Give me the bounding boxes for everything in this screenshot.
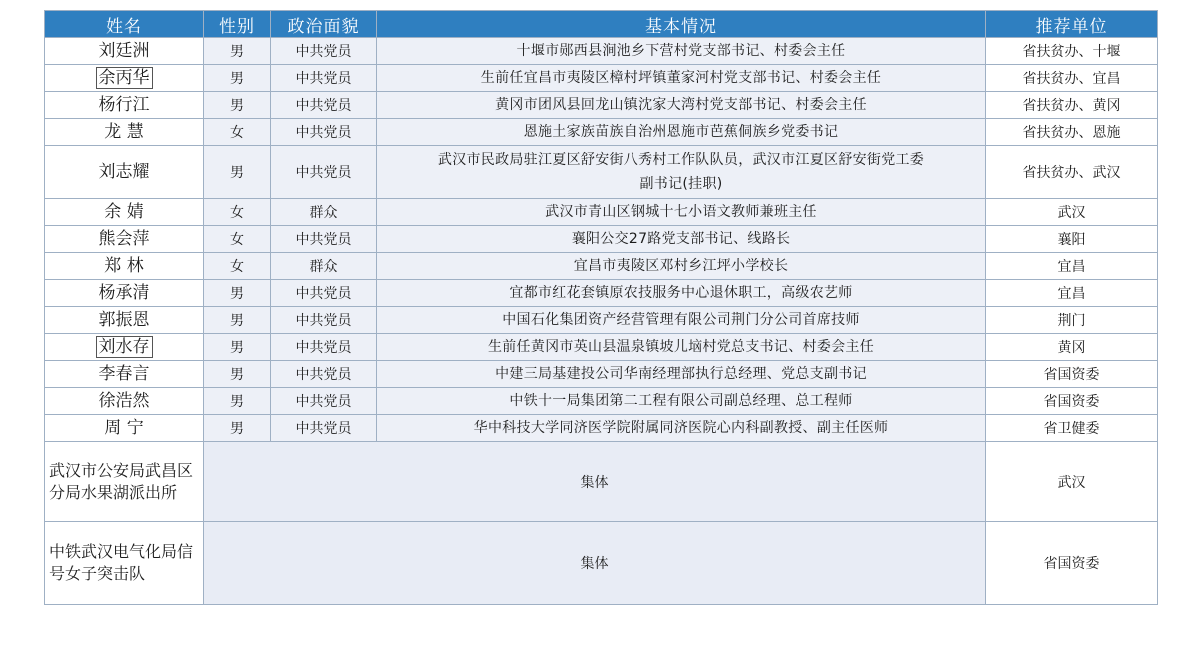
cell-gender: 男 [204,92,271,119]
cell-unit: 省扶贫办、十堰 [986,38,1158,65]
cell-gender: 男 [204,415,271,442]
cell-name: 郑 林 [45,253,204,280]
cell-party: 中共党员 [271,38,377,65]
cell-desc: 宜昌市夷陵区邓村乡江坪小学校长 [377,253,986,280]
cell-party: 中共党员 [271,119,377,146]
cell-name [45,65,204,92]
cell-party: 中共党员 [271,280,377,307]
cell-name: 徐浩然 [45,388,204,415]
cell-party: 中共党员 [271,65,377,92]
header-desc: 基本情况 [377,11,986,38]
table-row [45,199,1158,226]
cell-unit: 省国资委 [986,388,1158,415]
cell-gender: 男 [204,280,271,307]
cell-gender: 男 [204,307,271,334]
cell-gender: 男 [204,38,271,65]
cell-name: 熊会萍 [45,226,204,253]
cell-name: 杨承清 [45,280,204,307]
cell-collective-name: 中铁武汉电气化局信号女子突击队 [45,522,204,605]
table-row [45,119,1158,146]
cell-gender: 女 [204,226,271,253]
cell-unit: 荆门 [986,307,1158,334]
cell-desc: 生前任黄冈市英山县温泉镇坡儿垴村党总支书记、村委会主任 [377,334,986,361]
boxed-name: 刘水存 [96,336,153,358]
cell-gender: 男 [204,65,271,92]
collective-row [45,442,1158,522]
table-row [45,146,1158,199]
cell-desc: 恩施土家族苗族自治州恩施市芭蕉侗族乡党委书记 [377,119,986,146]
header-unit: 推荐单位 [986,11,1158,38]
cell-party: 中共党员 [271,361,377,388]
cell-unit: 省卫健委 [986,415,1158,442]
table-row [45,388,1158,415]
cell-party: 群众 [271,253,377,280]
cell-party: 中共党员 [271,92,377,119]
cell-gender: 女 [204,199,271,226]
table-header-row [45,11,1158,38]
table-row [45,65,1158,92]
cell-desc: 武汉市青山区钢城十七小语文教师兼班主任 [377,199,986,226]
cell-gender: 女 [204,119,271,146]
cell-name: 刘廷洲 [45,38,204,65]
header-party: 政治面貌 [271,11,377,38]
table-row [45,334,1158,361]
boxed-name: 余丙华 [96,67,153,89]
cell-party: 中共党员 [271,226,377,253]
cell-desc: 中国石化集团资产经营管理有限公司荆门分公司首席技师 [377,307,986,334]
cell-desc: 华中科技大学同济医学院附属同济医院心内科副教授、副主任医师 [377,415,986,442]
cell-party: 中共党员 [271,307,377,334]
table-row [45,361,1158,388]
table-row [45,280,1158,307]
cell-unit: 襄阳 [986,226,1158,253]
cell-party: 中共党员 [271,415,377,442]
cell-gender: 男 [204,361,271,388]
cell-name [45,334,204,361]
cell-unit: 省扶贫办、黄冈 [986,92,1158,119]
cell-collective-desc: 集体 [204,442,986,522]
cell-name: 刘志耀 [45,146,204,199]
cell-desc: 十堰市郧西县涧池乡下营村党支部书记、村委会主任 [377,38,986,65]
cell-unit: 省扶贫办、恩施 [986,119,1158,146]
cell-desc: 宜都市红花套镇原农技服务中心退休职工，高级农艺师 [377,280,986,307]
cell-name: 杨行江 [45,92,204,119]
cell-desc: 中铁十一局集团第二工程有限公司副总经理、总工程师 [377,388,986,415]
cell-party: 中共党员 [271,334,377,361]
cell-unit: 宜昌 [986,280,1158,307]
cell-desc: 黄冈市团风县回龙山镇沈家大湾村党支部书记、村委会主任 [377,92,986,119]
header-gender: 性别 [204,11,271,38]
table-row [45,253,1158,280]
cell-collective-name: 武汉市公安局武昌区分局水果湖派出所 [45,442,204,522]
header-name: 姓名 [45,11,204,38]
cell-unit: 省扶贫办、宜昌 [986,65,1158,92]
collective-row [45,522,1158,605]
cell-name: 郭振恩 [45,307,204,334]
cell-unit: 省国资委 [986,361,1158,388]
cell-desc: 武汉市民政局驻江夏区舒安街八秀村工作队队员，武汉市江夏区舒安街党工委副书记(挂职) [377,146,986,199]
cell-name: 李春言 [45,361,204,388]
cell-unit: 武汉 [986,442,1158,522]
cell-unit: 省扶贫办、武汉 [986,146,1158,199]
cell-name: 余 婧 [45,199,204,226]
cell-unit: 黄冈 [986,334,1158,361]
table-row [45,226,1158,253]
cell-party: 中共党员 [271,388,377,415]
cell-collective-desc: 集体 [204,522,986,605]
honor-roster-table [44,10,1158,605]
table-row [45,38,1158,65]
cell-gender: 男 [204,334,271,361]
cell-party: 群众 [271,199,377,226]
cell-name: 周 宁 [45,415,204,442]
cell-unit: 武汉 [986,199,1158,226]
cell-gender: 男 [204,146,271,199]
cell-gender: 男 [204,388,271,415]
table-row [45,92,1158,119]
cell-party: 中共党员 [271,146,377,199]
cell-desc: 生前任宜昌市夷陵区樟村坪镇董家河村党支部书记、村委会主任 [377,65,986,92]
cell-unit: 宜昌 [986,253,1158,280]
cell-gender: 女 [204,253,271,280]
cell-name: 龙 慧 [45,119,204,146]
cell-desc: 襄阳公交27路党支部书记、线路长 [377,226,986,253]
table-row [45,415,1158,442]
cell-unit: 省国资委 [986,522,1158,605]
table-row [45,307,1158,334]
cell-desc: 中建三局基建投公司华南经理部执行总经理、党总支副书记 [377,361,986,388]
